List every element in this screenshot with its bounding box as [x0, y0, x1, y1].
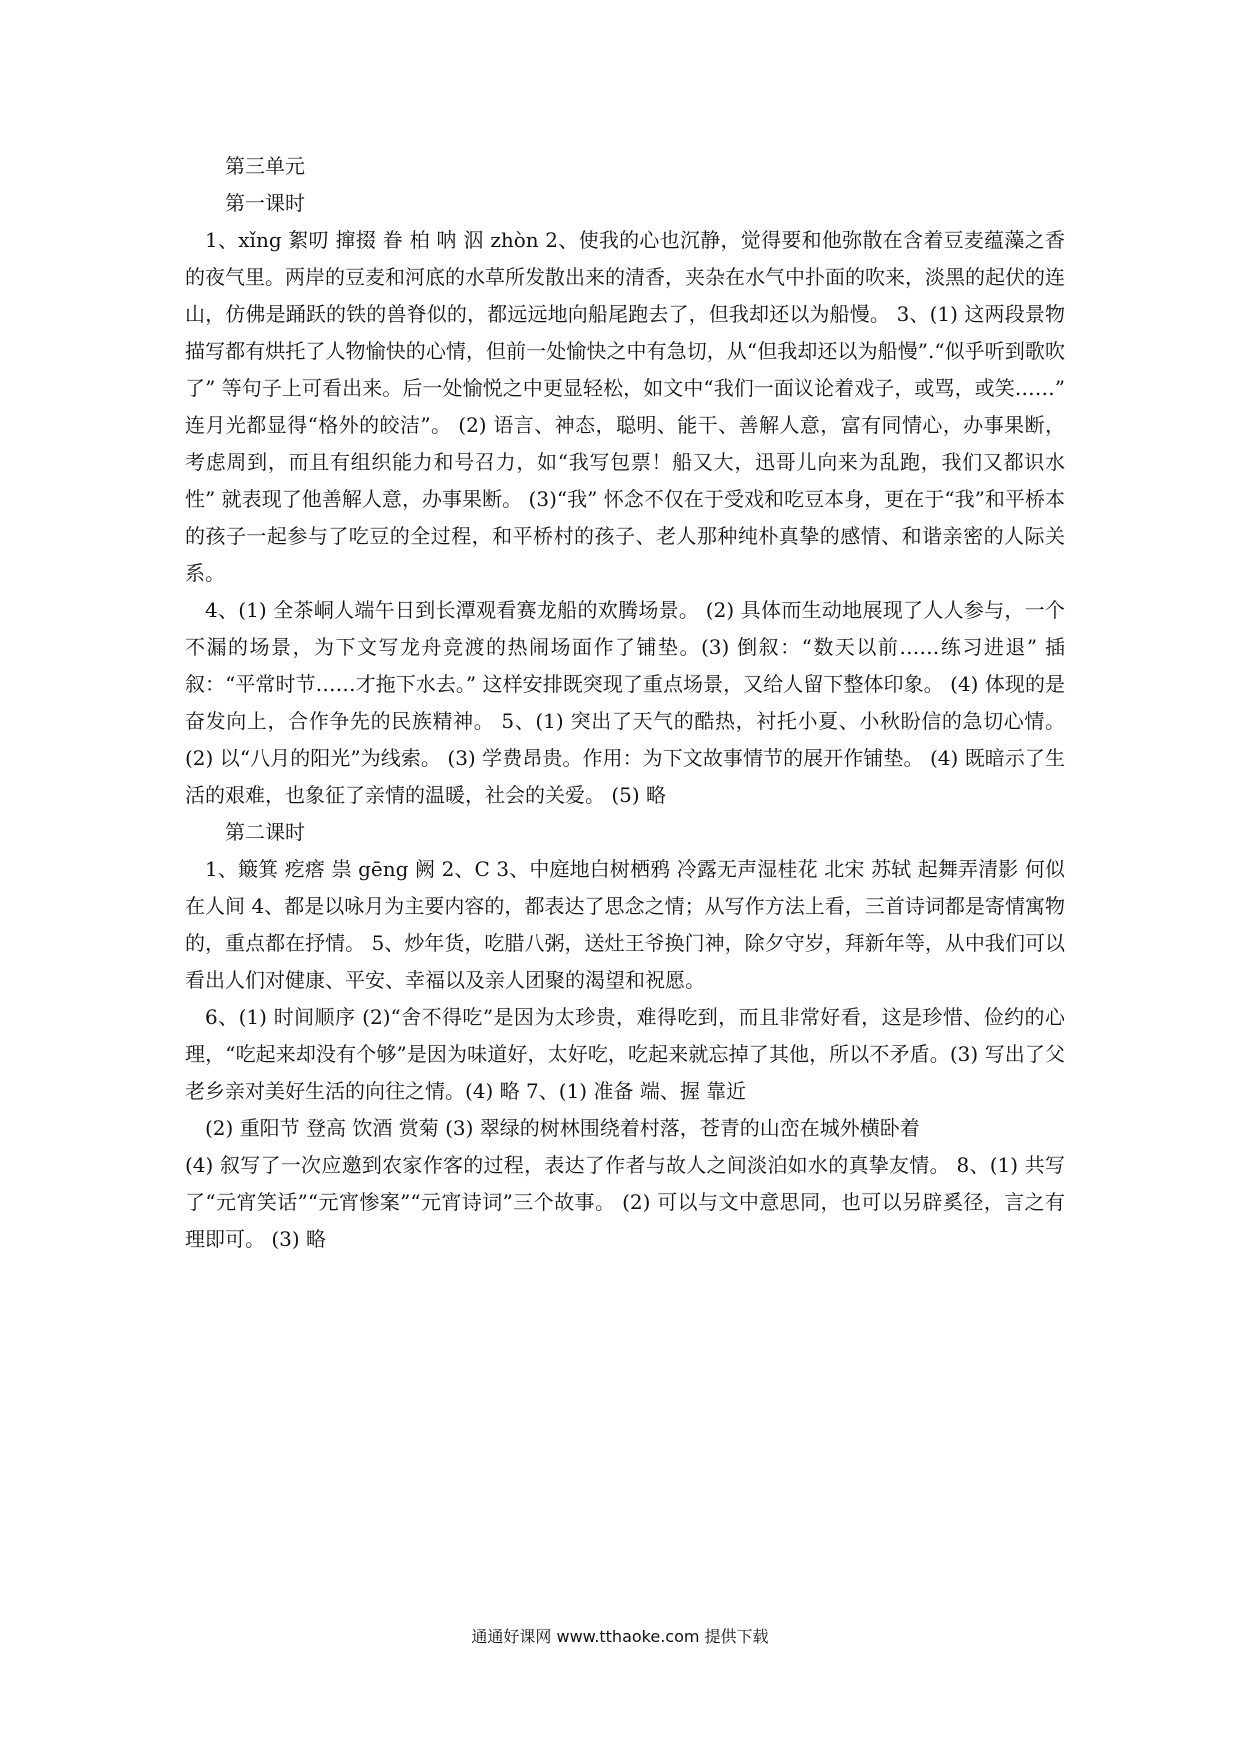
lesson-1-title: 第一课时: [225, 191, 305, 215]
page-footer: 通通好课网 www.tthaoke.com 提供下载: [471, 1627, 769, 1646]
lesson-1-paragraph: 1、xǐng 絮叨 撺掇 眷 柏 呐 泅 zhòn 2、使我的心也沉静，觉得要和他弥散在含着豆麦蕴藻之香的夜气里。两岸的豆麦和河底的水草所发散出来的清香，夹杂在水气中扑面的吹来，淡黑的起伏的连山，仿佛是踊跃的铁的兽脊似的，都远远地向船尾跑去了，但我却还以为船慢。 3、(1) 这两段景物描写都有烘托了人物愉快的心情，但前一处愉快之中有急切，从“但我却还以为船慢”.“似乎听到歌吹了” 等句子上可看出来。后一处愉悦之中更显轻松，如文中“我们一面议论着戏子，或骂，或笑……” 连月光都显得“格外的皎洁”。 (2) 语言、神态，聪明、能干、善解人意，富有同情心，办事果断，考虑周到，而且有组织能力和号召力，如“我写包票！船又大，迅哥儿向来为乱跑，我们又都识水性” 就表现了他善解人意，办事果断。 (3)“我” 怀念不仅在于受戏和吃豆本身，更在于“我”和平桥本的孩子一起参与了吃豆的全过程，和平桥村的孩子、老人那种纯朴真挚的感情、和谐亲密的人际关系。: [185, 228, 1065, 585]
unit-title: 第三单元: [225, 154, 305, 178]
lesson-2-title: 第二课时: [225, 820, 305, 844]
document-body: [185, 148, 1065, 1258]
lesson-2-paragraph: (2) 重阳节 登高 饮酒 赏菊 (3) 翠绿的树林围绕着村落，苍青的山峦在城外横卧着: [205, 1116, 920, 1140]
lesson-1-paragraph: 4、(1) 全茶峒人端午日到长潭观看赛龙船的欢腾场景。 (2) 具体而生动地展现了人人参与，一个不漏的场景，为下文写龙舟竞渡的热闹场面作了铺垫。(3) 倒叙：“数天以前……练习进退” 插叙：“平常时节……才拖下水去。” 这样安排既突现了重点场景，又给人留下整体印象。 (4) 体现的是奋发向上，合作争先的民族精神。 5、(1) 突出了天气的酷热，衬托小夏、小秋盼信的急切心情。 (2) 以“八月的阳光”为线索。 (3) 学费昂贵。作用：为下文故事情节的展开作铺垫。 (4) 既暗示了生活的艰难，也象征了亲情的温暖，社会的关爱。 (5) 略: [185, 598, 1065, 807]
lesson-2-paragraph: (4) 叙写了一次应邀到农家作客的过程，表达了作者与故人之间淡泊如水的真挚友情。 8、(1) 共写了“元宵笑话”“元宵惨案”“元宵诗词”三个故事。 (2) 可以与文中意思同，也可以另辟奚径，言之有理即可。 (3) 略: [185, 1153, 1065, 1251]
lesson-2-paragraph: 1、簸箕 疙瘩 祟 gēng 阙 2、C 3、中庭地白树栖鸦 冷露无声湿桂花 北宋 苏轼 起舞弄清影 何似在人间 4、都是以咏月为主要内容的，都表达了思念之情；从写作方法上看，三首诗词都是寄情寓物的，重点都在抒情。 5、炒年货，吃腊八粥，送灶王爷换门神，除夕守岁，拜新年等，从中我们可以看出人们对健康、平安、幸福以及亲人团聚的渴望和祝愿。: [185, 857, 1065, 992]
lesson-2-paragraph: 6、(1) 时间顺序 (2)“舍不得吃”是因为太珍贵，难得吃到，而且非常好看，这是珍惜、俭约的心理，“吃起来却没有个够”是因为味道好，太好吃，吃起来就忘掉了其他，所以不矛盾。(3) 写出了父老乡亲对美好生活的向往之情。(4) 略 7、(1) 准备 端、握 靠近: [185, 1005, 1065, 1103]
